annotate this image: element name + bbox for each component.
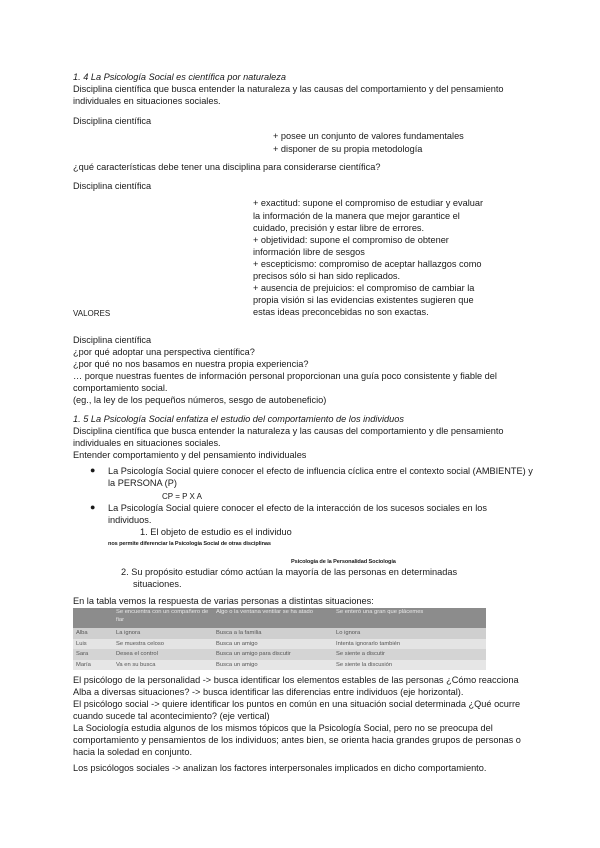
why-question-2: ¿por qué no nos basamos en nuestra propia experiencia? <box>73 359 309 369</box>
section-heading-1-4: 1. 4 La Psicología Social es científica por naturaleza <box>73 72 286 82</box>
table-cell: Busca a la familia <box>213 628 333 639</box>
numbered-item-2-line-1: 2. Su propósito estudiar cómo actúan la mayoría de las personas en determinadas <box>121 567 458 577</box>
social-line-1: El psicólogo social -> quiere identificar los puntos en común en una situación social determinada ¿Qué ocurre <box>73 699 521 709</box>
discipline-label-2: Disciplina científica <box>73 181 152 191</box>
value-line: estas ideas preconcebidas no son exactas. <box>253 307 429 317</box>
discipline-label-1: Disciplina científica <box>73 116 152 126</box>
table-row <box>73 660 486 671</box>
bullet-2-line-1: La Psicología Social quiere conocer el efecto de la interacción de los sucesos sociales en los <box>108 503 487 513</box>
value-line: la información de la manera que mejor garantice el <box>253 211 460 221</box>
table-cell: Intenta ignorarlo también <box>333 639 486 650</box>
personality-line-1: El psicólogo de la personalidad -> busca identificar los elementos estables de las personas ¿Cómo reacciona <box>73 675 519 685</box>
bullet-icon: ● <box>90 502 96 512</box>
table-row <box>73 649 486 660</box>
table-row <box>73 628 486 639</box>
value-line: + escepticismo: compromiso de aceptar hallazgos como <box>253 259 482 269</box>
table-cell: Alba <box>73 628 113 639</box>
table-cell: Sara <box>73 649 113 660</box>
because-line-1: … porque nuestras fuentes de información personal proporcionan una guía poco consistente y fiable del <box>73 371 497 381</box>
definition-line-1: Disciplina científica que busca entender la naturaleza y las causas del comportamiento y del pensamiento <box>73 84 504 94</box>
table-cell: Va en su busca <box>113 660 213 671</box>
value-line: + exactitud: supone el compromiso de estudiar y evaluar <box>253 198 484 208</box>
closing-line: Los psicólogos sociales -> analizan los factores interpersonales implicados en dicho comportamiento. <box>73 763 487 773</box>
definition-line-1: Disciplina científica que busca entender la naturaleza y las causas del comportamiento y dle pensamiento <box>73 426 504 436</box>
table-header-cell: Algo o la ventana ventilar se ha atado <box>213 608 333 628</box>
social-line-2: cuando sucede tal acontecimiento? (eje vertical) <box>73 711 270 721</box>
sociology-line-1: La Sociología estudia algunos de los mismos tópicos que la Psicología Social, pero no se preocupa del <box>73 723 493 733</box>
bullet-2-line-2: individuos. <box>108 515 152 525</box>
table-header-cell <box>73 608 113 628</box>
table-header-row <box>73 608 486 628</box>
value-line: cuidado, precisión y estar libre de errores. <box>253 223 425 233</box>
table-cell: Busca un amigo <box>213 639 333 650</box>
table-cell: Lo ignora <box>333 628 486 639</box>
question-line: ¿qué características debe tener una disciplina para considerarse científica? <box>73 162 381 172</box>
responses-table <box>73 608 486 670</box>
why-question-1: ¿por qué adoptar una perspectiva científica? <box>73 347 255 357</box>
numbered-item-1-note: nos permite diferenciar la Psicología Social de otras disciplinas <box>108 541 271 547</box>
numbered-item-1: 1. El objeto de estudio es el individuo <box>140 527 292 537</box>
table-header-cell: Se encuentra con un compañero de fiar <box>113 608 213 628</box>
bullet-icon: ● <box>90 465 96 475</box>
understand-line: Entender comportamiento y del pensamiento individuales <box>73 450 307 460</box>
table-intro: En la tabla vemos la respuesta de varias personas a distintas situaciones: <box>73 596 374 606</box>
comparison-label: Psicología de la Personalidad Sociología <box>291 559 396 565</box>
property-1: + posee un conjunto de valores fundamentales <box>273 131 464 141</box>
bullet-1-line-1: La Psicología Social quiere conocer el efecto de influencia cíclica entre el contexto social (AMBIENTE) y <box>108 466 533 476</box>
sociology-line-3: hacia la soledad en conjunto. <box>73 747 193 757</box>
table-cell: Se muestra celoso <box>113 639 213 650</box>
because-line-2: comportamiento social. <box>73 383 168 393</box>
personality-line-2: Alba a diversas situaciones? -> busca identificar las diferencias entre individuos (eje horizontal). <box>73 687 464 697</box>
table-cell: La ignora <box>113 628 213 639</box>
definition-line-2: individuales en situaciones sociales. <box>73 96 221 106</box>
numbered-item-2-line-2: situaciones. <box>133 579 182 589</box>
definition-line-2: individuales en situaciones sociales. <box>73 438 221 448</box>
values-label: VALORES <box>73 309 111 318</box>
section-heading-1-5: 1. 5 La Psicología Social enfatiza el estudio del comportamiento de los individuos <box>73 414 404 424</box>
formula: CP = P X A <box>162 492 202 501</box>
bullet-1-line-2: la PERSONA (P) <box>108 478 177 488</box>
value-line: + objetividad: supone el compromiso de obtener <box>253 235 449 245</box>
table-cell: Luis <box>73 639 113 650</box>
table-cell: Se siente la discusión <box>333 660 486 671</box>
value-line: precisos sólo si han sido replicados. <box>253 271 401 281</box>
table-cell: Busca un amigo para discutir <box>213 649 333 660</box>
value-line: propia visión si las evidencias existentes sugieren que <box>253 295 474 305</box>
value-line: + ausencia de prejuicios: el compromiso de cambiar la <box>253 283 475 293</box>
table-header-cell: Se enteró una gran que plácemes <box>333 608 486 628</box>
discipline-label-3: Disciplina científica <box>73 335 152 345</box>
table-cell: Busca un amigo <box>213 660 333 671</box>
table-cell: María <box>73 660 113 671</box>
table-cell: Se siente a discutir <box>333 649 486 660</box>
sociology-line-2: comportamiento y pensamientos de los individuos; antes bien, se orienta hacia grandes grupos de personas o <box>73 735 521 745</box>
example-line: (eg., la ley de los pequeños números, sesgo de autobeneficio) <box>73 395 327 405</box>
property-2: + disponer de su propia metodología <box>273 144 423 154</box>
table-row <box>73 639 486 650</box>
value-line: información libre de sesgos <box>253 247 365 257</box>
table-cell: Desea el control <box>113 649 213 660</box>
